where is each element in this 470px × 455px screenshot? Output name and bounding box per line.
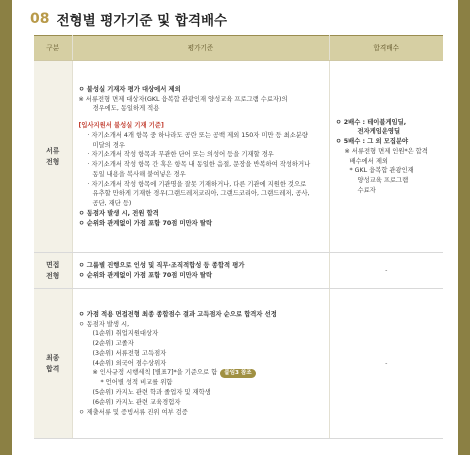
criteria-line: · 자기소개서 작성 항목 간 혹은 항목 내 동일한 음절, 문장을 반복하여 작성하거나 [87, 161, 311, 168]
criteria-line: ※ 인사규정 시행세칙 [별표7]*을 기준으로 함 붙임3 참조 [79, 368, 323, 378]
category-interview: 면접 전형 [34, 253, 72, 289]
criteria-subheading: [입사지원서 불성실 기재 기준] [78, 122, 164, 129]
criteria-line: (4순위) 외국어 점수상위자 [92, 359, 167, 367]
criteria-line: 경우에도, 동일하게 적용 [92, 105, 160, 113]
criteria-interview [72, 253, 329, 289]
criteria-line: ㅇ 순위와 관계없이 가점 포함 70점 미만자 탈락 [78, 219, 213, 227]
criteria-document [72, 61, 329, 253]
criteria-line: ㅇ 가점 적용 면접전형 최종 종합점수 결과 고득점자 순으로 합격자 선정 [78, 310, 277, 318]
header-criteria: 평가기준 [72, 36, 329, 61]
criteria-line: * 언어별 성적 비교를 위함 [100, 379, 173, 387]
section-header [30, 8, 227, 30]
criteria-line: (2순위) 고졸자 [92, 340, 134, 347]
criteria-line: (6순위) 카지노 관련 교육경험자 [92, 398, 181, 406]
table-row-final [34, 289, 443, 439]
criteria-line: 동일 내용을 복사해 붙여넣은 경우 [92, 170, 186, 178]
table-row-document-screening [34, 61, 443, 253]
evaluation-table [34, 35, 443, 439]
criteria-line: 공단, 재단 등) [92, 200, 132, 207]
criteria-line: · 자기소개서 4개 항목 중 하나라도 공란 또는 공백 제외 150자 미만 등 최소분량 [87, 131, 308, 139]
criteria-line: ㅇ 동점자 발생 시, [78, 320, 130, 328]
criteria-line: (3순위) 서류전형 고득점자 [92, 349, 167, 357]
criteria-line: 미달의 경우 [92, 141, 125, 149]
criteria-line: · 자기소개서 작성 항목에 기관명을 잘못 기재하거나, 다른 기관에 지원한 것으로 [87, 180, 307, 188]
criteria-final [72, 289, 329, 439]
header-category: 구분 [34, 36, 72, 61]
ratio-document: ㅇ 2배수 : 테이블게임딜, 전자게임운영딜 ㅇ 5배수 : 그 외 모집분야 ※ 서류전형 면제 인원*은 합격 배수에서 제외 * GKL 융복합 관광인재 양성교육 프로그램 수료자 [329, 61, 443, 253]
ratio-interview: - [329, 253, 443, 289]
criteria-line: ㅇ 동점자 발생 시, 전원 합격 [78, 209, 159, 217]
attachment-badge: 붙임3 참조 [220, 369, 255, 378]
criteria-line: ※ 서류전형 면제 대상자(GKL 융복합 관광인재 양성교육 프로그램 수료자)의 [78, 95, 288, 103]
table-row-interview [34, 253, 443, 289]
category-document: 서류 전형 [34, 61, 72, 253]
category-final: 최종 합격 [34, 289, 72, 439]
ratio-final: - [329, 289, 443, 439]
header-ratio: 합격배수 [329, 36, 443, 61]
criteria-line: (5순위) 카지노 관련 학과 졸업자 및 재학생 [92, 389, 211, 396]
criteria-line: (1순위) 취업지원대상자 [92, 330, 159, 338]
criteria-line: ㅇ 제출서류 및 증빙서류 진위 여부 검증 [78, 408, 188, 416]
criteria-line: ㅇ 그룹별 진행으로 인성 및 직무·조직적합성 등 종합적 평가 [78, 261, 245, 269]
section-number: 08 [30, 11, 50, 27]
criteria-line: ㅇ 순위와 관계없이 가점 포함 70점 미만자 탈락 [78, 271, 213, 279]
criteria-line: · 자기소개서 작성 항목과 무관한 단어 또는 의성어 등을 기재할 경우 [87, 151, 274, 159]
section-title: 전형별 평가기준 및 합격배수 [56, 13, 228, 29]
criteria-line: ㅇ 불성실 기재자 평가 대상에서 제외 [78, 85, 181, 93]
table-header-row [34, 36, 443, 61]
criteria-line: 유추할 만하게 기재한 경우(그랜드레저코리아, 그랜드코리아, 그랜드레저, 공사, [92, 190, 310, 198]
